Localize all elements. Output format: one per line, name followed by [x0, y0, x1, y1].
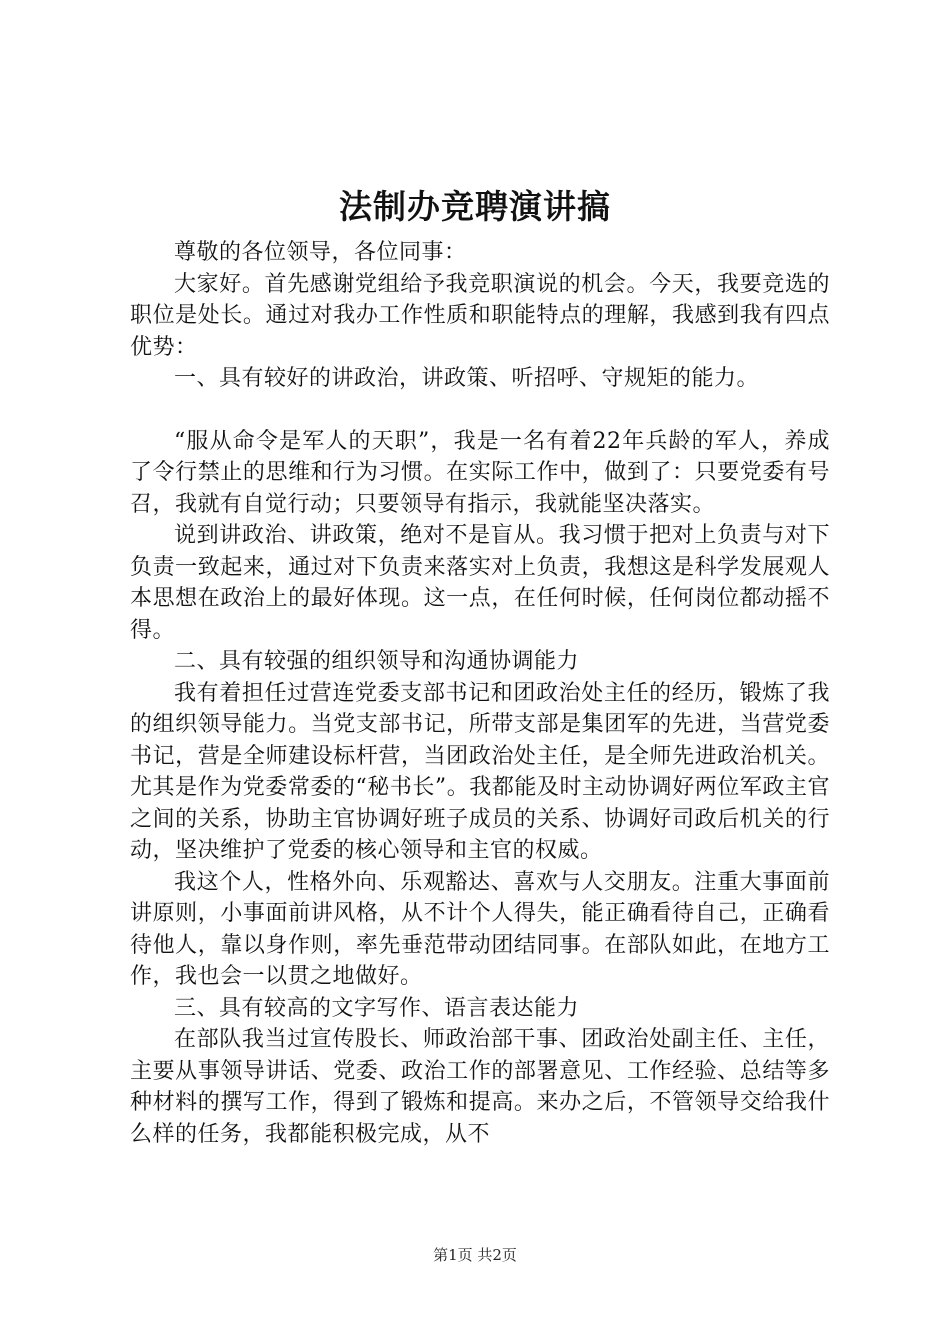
body-paragraph: “服从命令是军人的天职”，我是一名有着22年兵龄的军人，养成了令行禁止的思维和行为习惯。在实际工作中，做到了：只要党委有号召，我就有自觉行动；只要领导有指示，我就能坚决落实。: [130, 428, 830, 517]
body-paragraph: 在部队我当过宣传股长、师政治部干事、团政治处副主任、主任，主要从事领导讲话、党委、政治工作的部署意见、工作经验、总结等多种材料的撰写工作，得到了锻炼和提高。来办之后，不管领导交给我什么样的任务，我都能积极完成，从不: [130, 1027, 830, 1147]
document-title: 法制办竞聘演讲搞: [339, 187, 611, 226]
body-paragraph: 说到讲政治、讲政策，绝对不是盲从。我习惯于把对上负责与对下负责一致起来，通过对下负责来落实对上负责，我想这是科学发展观人本思想在政治上的最好体现。这一点，在任何时候，任何岗位都动摇不得。: [130, 523, 830, 643]
opening-paragraph: 大家好。首先感谢党组给予我竞职演说的机会。今天，我要竞选的职位是处长。通过对我办工作性质和职能特点的理解，我感到我有四点优势：: [130, 271, 830, 360]
document-body: [130, 237, 830, 1150]
section-heading-3: 三、具有较高的文字写作、语言表达能力: [174, 995, 580, 1021]
page-footer: 第1页 共2页: [433, 1246, 517, 1264]
section-heading-2: 二、具有较强的组织领导和沟通协调能力: [174, 649, 580, 674]
salutation: 尊敬的各位领导，各位同事：: [174, 240, 467, 265]
body-paragraph: 我有着担任过营连党委支部书记和团政治处主任的经历，锻炼了我的组织领导能力。当党支部书记，所带支部是集团军的先进，当营党委书记，营是全师建设标杆营，当团政治处主任，是全师先进政治机关。尤其是作为党委常委的“秘书长”。我都能及时主动协调好两位军政主官之间的关系，协助主官协调好班子成员的关系、协调好司政后机关的行动，坚决维护了党委的核心领导和主官的权威。: [130, 680, 830, 863]
body-paragraph: 我这个人，性格外向、乐观豁达、喜欢与人交朋友。注重大事面前讲原则，小事面前讲风格，从不计个人得失，能正确看待自己，正确看待他人，靠以身作则，率先垂范带动团结同事。在部队如此，在地方工作，我也会一以贯之地做好。: [130, 869, 830, 989]
section-heading-1: 一、具有较好的讲政治，讲政策、听招呼、守规矩的能力。: [174, 366, 760, 391]
